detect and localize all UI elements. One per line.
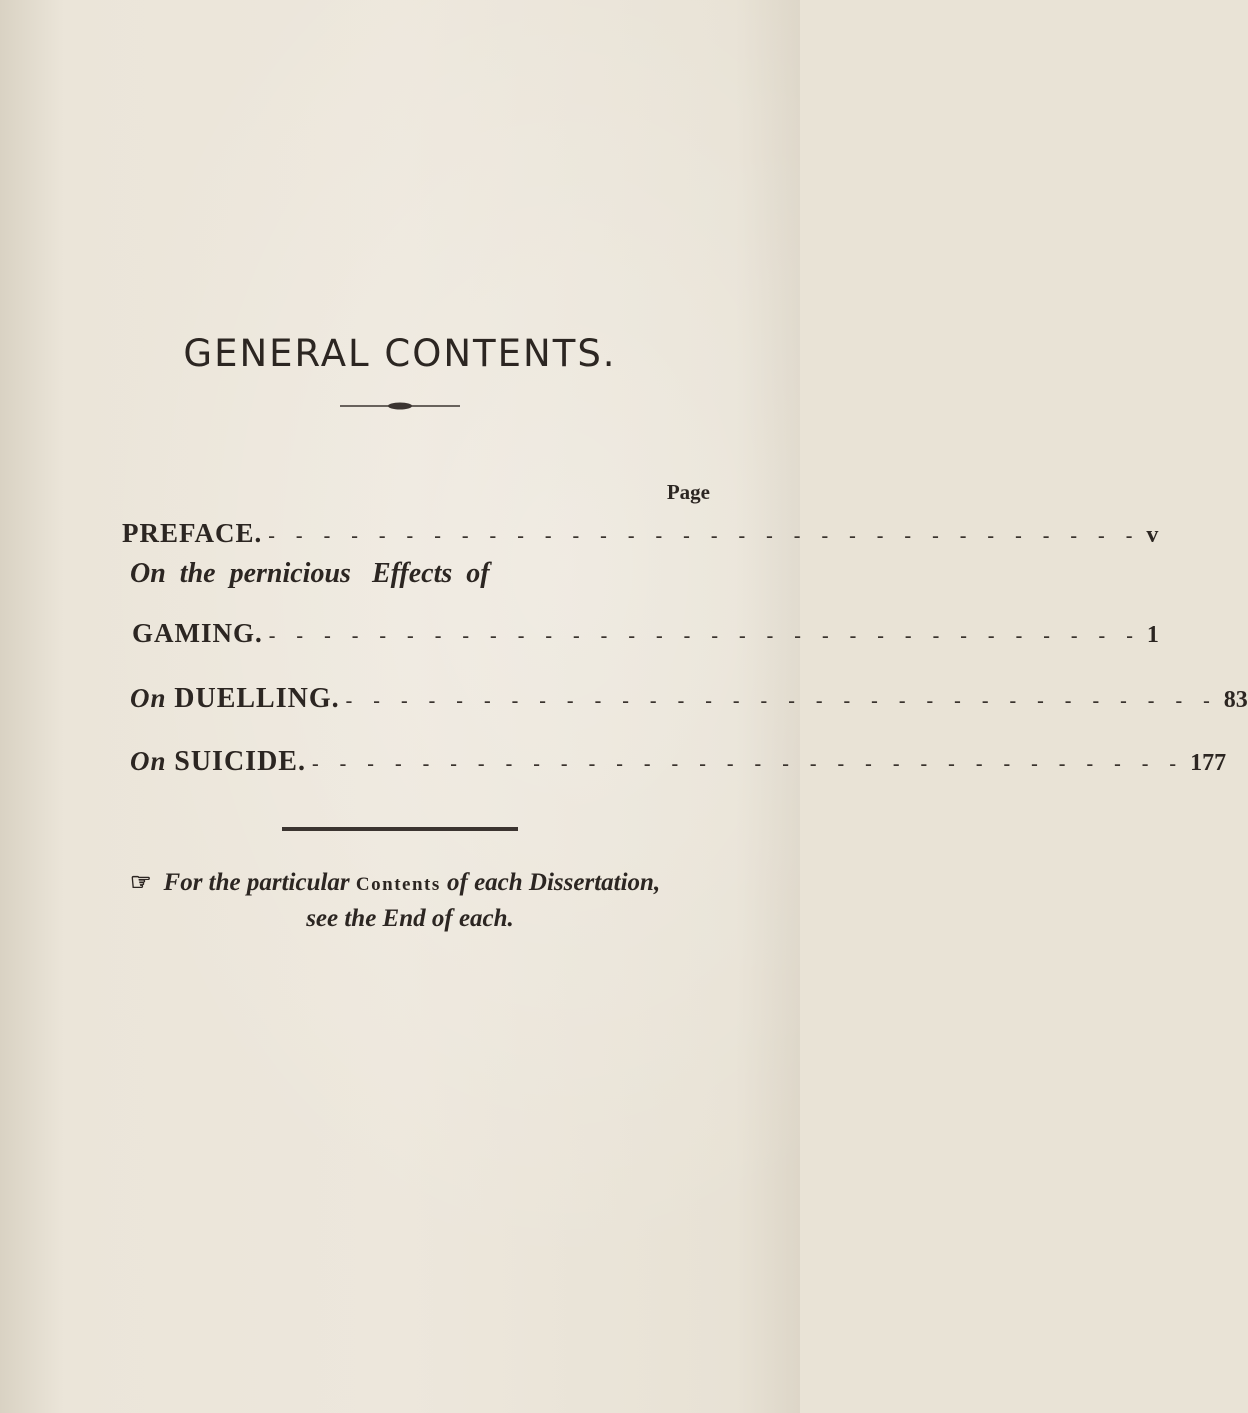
toc-entry-label: GAMING. xyxy=(132,618,263,648)
subheading-word: Effects xyxy=(371,558,453,589)
page-column-header: Page xyxy=(666,480,710,504)
toc-entry-title: DUELLING. xyxy=(174,683,340,714)
horizontal-rule xyxy=(282,827,518,831)
note-line-2: see the End of each. xyxy=(306,905,514,932)
toc-entry-label xyxy=(130,746,306,778)
page-title: GENERAL CONTENTS. xyxy=(183,332,617,375)
toc-entry-label xyxy=(130,683,340,715)
note-text: of each Dissertation, xyxy=(447,869,661,896)
dot-leader: - - - - - - - - - - - - - - - - - - - - - - - - - - - - - - - - xyxy=(268,625,1141,647)
toc-entry-prefix: On xyxy=(130,683,167,713)
dot-leader: - - - - - - - - - - - - - - - - - - - - - - - - - - - - - - - - xyxy=(268,525,1141,547)
toc-entry-preface[interactable] xyxy=(122,518,1159,549)
toc-entry-label: PREFACE. xyxy=(122,518,263,548)
footnote xyxy=(130,868,690,933)
toc-entry-title: SUICIDE. xyxy=(174,746,306,777)
toc-subheading xyxy=(130,558,490,590)
toc-entry-suicide[interactable] xyxy=(130,746,1227,778)
note-text: For the particular xyxy=(163,869,350,896)
subheading-word: pernicious xyxy=(229,558,351,589)
toc-entry-prefix: On xyxy=(130,746,167,776)
subheading-word: of xyxy=(466,558,490,589)
toc-entry-duelling[interactable] xyxy=(130,683,1248,715)
dot-leader: - - - - - - - - - - - - - - - - - - - - - - - - - - - - - - - - xyxy=(345,690,1218,712)
note-contents-word: Contents xyxy=(355,874,441,895)
toc-page-number: 1 xyxy=(1146,622,1159,648)
toc-entry-gaming[interactable] xyxy=(132,618,1159,649)
pointing-hand-icon: ☞ xyxy=(130,870,152,896)
toc-page-number: 177 xyxy=(1190,750,1227,776)
toc-page-number: 83 xyxy=(1223,687,1248,713)
ornament-divider xyxy=(338,400,462,412)
subheading-word: On xyxy=(130,558,166,589)
toc-page-number: v xyxy=(1146,522,1159,548)
dot-leader: - - - - - - - - - - - - - - - - - - - - - - - - - - - - - - - - xyxy=(311,753,1185,775)
subheading-word: the xyxy=(179,558,216,589)
